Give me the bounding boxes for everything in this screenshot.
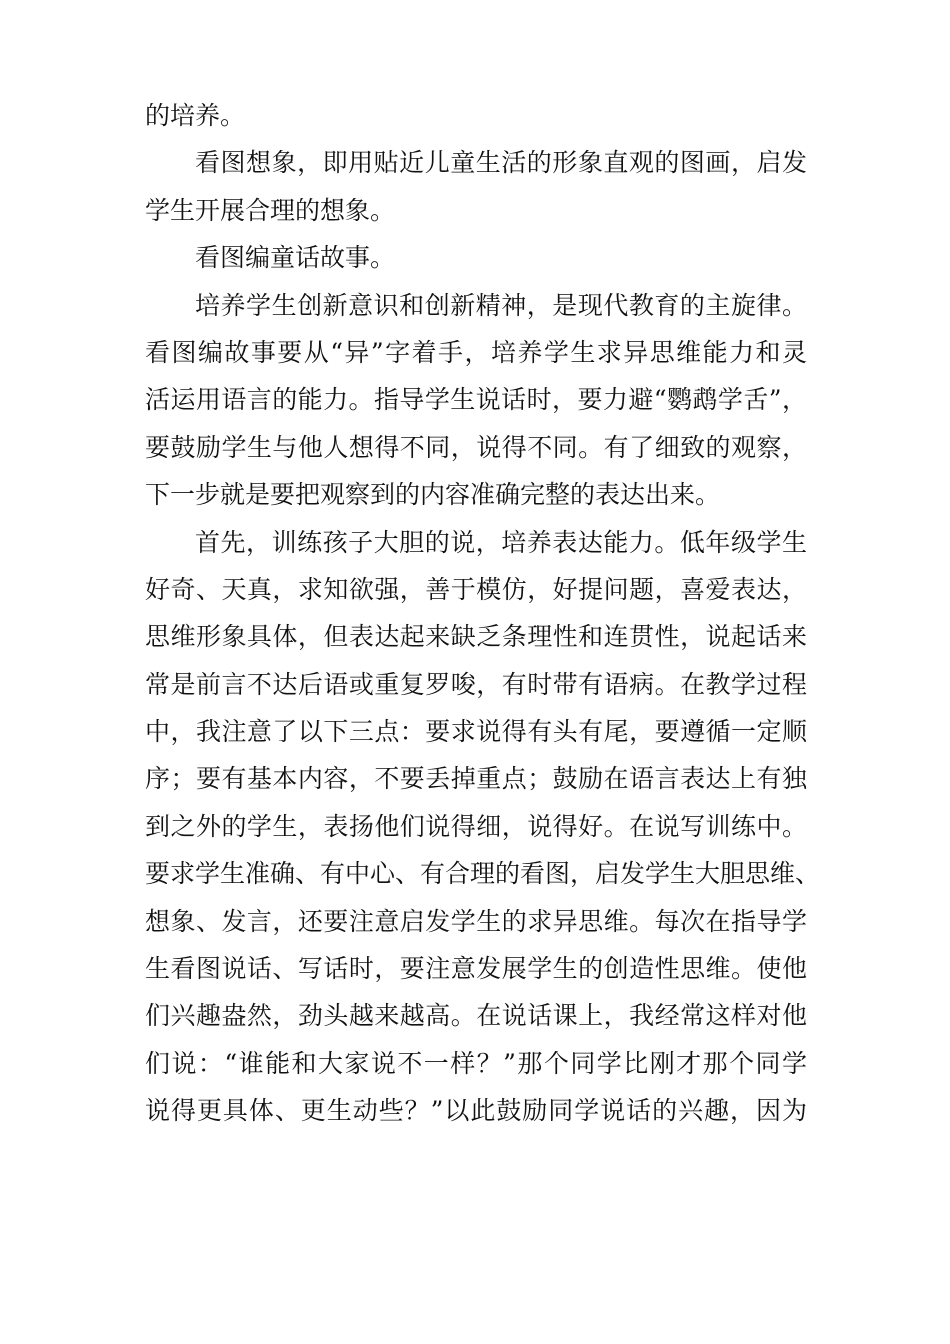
text-line: 看图编故事要从“异”字着手，培养学生求异思维能力和灵 [145,337,807,367]
text-line: 培养学生创新意识和创新精神，是现代教育的主旋律。 [195,290,807,320]
text-line: 到之外的学生，表扬他们说得细，说得好。在说写训练中。 [145,811,807,841]
text-line: 首先，训练孩子大胆的说，培养表达能力。低年级学生 [195,527,807,557]
text-line: 生看图说话、写话时，要注意发展学生的创造性思维。使他 [145,954,807,984]
text-line: 好奇、天真，求知欲强，善于模仿，好提问题，喜爱表达， [145,574,807,604]
text-line: 中，我注意了以下三点：要求说得有头有尾，要遵循一定顺 [145,717,807,747]
body-text [145,92,821,1135]
text-line: 学生开展合理的想象。 [145,195,396,225]
text-line: 要求学生准确、有中心、有合理的看图，启发学生大胆思维、 [145,859,821,889]
text-line: 想象、发言，还要注意启发学生的求异思维。每次在指导学 [145,906,807,936]
text-line: 的培养。 [145,101,246,130]
text-line: 下一步就是要把观察到的内容准确完整的表达出来。 [145,480,721,510]
text-line: 看图想象，即用贴近儿童生活的形象直观的图画，启发 [195,148,807,178]
text-line: 思维形象具体，但表达起来缺乏条理性和连贯性，说起话来 [145,622,807,652]
text-line: 说得更具体、更生动些？”以此鼓励同学说话的兴趣，因为 [145,1096,807,1126]
text-line: 看图编童话故事。 [195,243,396,273]
text-line: 要鼓励学生与他人想得不同，说得不同。有了细致的观察， [145,432,807,462]
text-line: 们说：“谁能和大家说不一样？”那个同学比刚才那个同学 [145,1048,807,1078]
text-line: 们兴趣盎然，劲头越来越高。在说话课上，我经常这样对他 [145,1001,807,1031]
text-line: 常是前言不达后语或重复罗唆，有时带有语病。在教学过程 [145,669,807,699]
text-line: 序；要有基本内容，不要丢掉重点；鼓励在语言表达上有独 [145,764,807,794]
text-line: 活运用语言的能力。指导学生说话时，要力避“鹦鹉学舌”， [145,385,807,415]
